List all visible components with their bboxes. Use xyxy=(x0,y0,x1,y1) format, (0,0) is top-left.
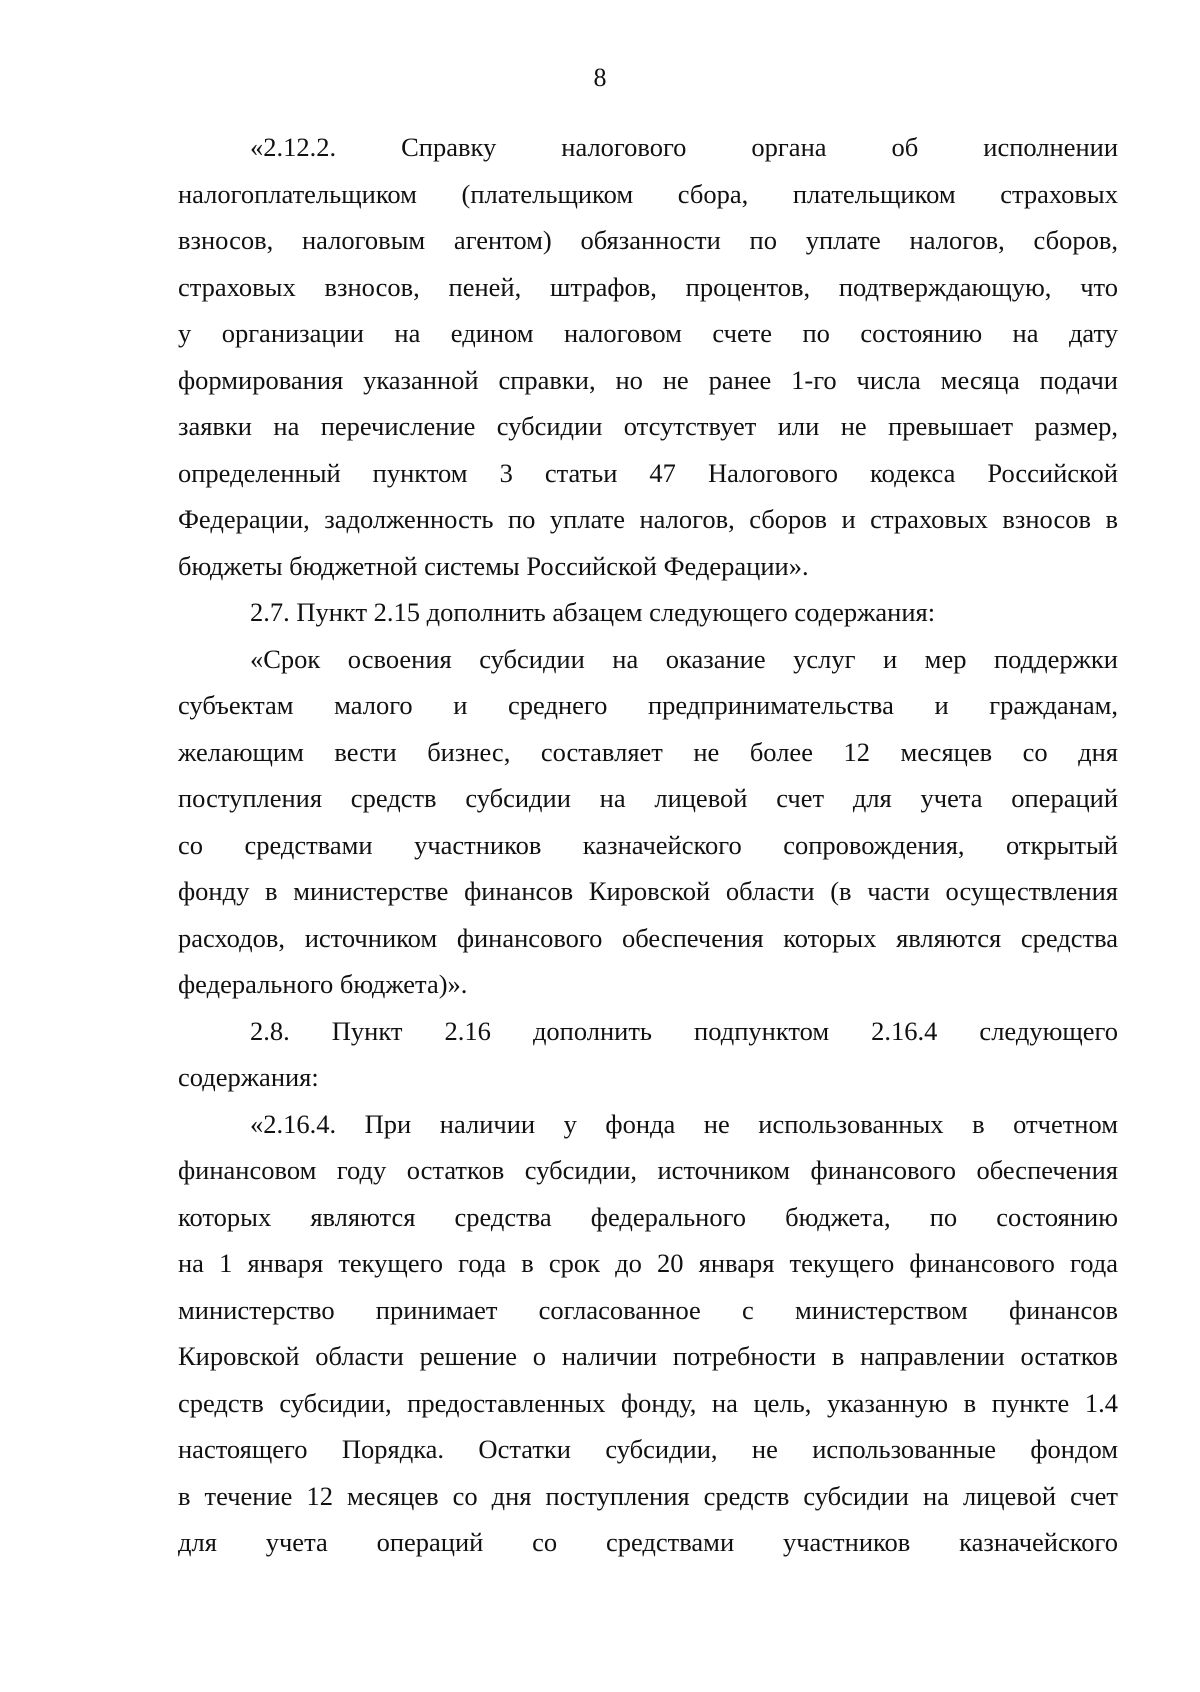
text-line: формирования указанной справки, но не ранее 1-го числа месяца подачи xyxy=(178,364,1118,395)
text-line: Федерации, задолженность по уплате налогов, сборов и страховых взносов в xyxy=(178,504,1118,534)
page-number: 8 xyxy=(593,63,607,92)
text-line: взносов, налоговым агентом) обязанности по уплате налогов, сборов, xyxy=(178,225,1118,255)
text-line: на 1 января текущего года в срок до 20 января текущего финансового года xyxy=(178,1248,1118,1278)
text-line: страховых взносов, пеней, штрафов, процентов, подтверждающую, что xyxy=(178,271,1118,302)
text-line: которых являются средства федерального бюджета, по состоянию xyxy=(178,1201,1118,1232)
document-body xyxy=(178,124,1118,1566)
text-line: Кировской области решение о наличии потребности в направлении остатков xyxy=(178,1341,1118,1371)
text-line: в течение 12 месяцев со дня поступления средств субсидии на лицевой счет xyxy=(178,1480,1118,1511)
text-line: 2.7. Пункт 2.15 дополнить абзацем следующего содержания: xyxy=(250,597,936,627)
text-line: субъектам малого и среднего предпринимательства и гражданам, xyxy=(178,690,1118,720)
text-line: у организации на едином налоговом счете по состоянию на дату xyxy=(178,318,1118,348)
text-line: желающим вести бизнес, составляет не более 12 месяцев со дня xyxy=(178,736,1118,767)
text-line: определенный пунктом 3 статьи 47 Налогового кодекса Российской xyxy=(178,457,1118,488)
text-line: «2.16.4. При наличии у фонда не использованных в отчетном xyxy=(250,1108,1118,1139)
text-line: для учета операций со средствами участников казначейского xyxy=(178,1527,1118,1557)
text-line: расходов, источником финансового обеспечения которых являются средства xyxy=(178,922,1118,953)
text-line: 2.8. Пункт 2.16 дополнить подпунктом 2.16.4 следующего xyxy=(250,1015,1118,1046)
text-line: министерство принимает согласованное с министерством финансов xyxy=(178,1294,1118,1325)
text-line: федерального бюджета)». xyxy=(178,969,468,999)
text-line: финансовом году остатков субсидии, источником финансового обеспечения xyxy=(178,1155,1118,1185)
text-line: содержания: xyxy=(178,1062,319,1092)
text-line: налогоплательщиком (плательщиком сбора, плательщиком страховых xyxy=(178,178,1118,209)
text-line: заявки на перечисление субсидии отсутствует или не превышает размер, xyxy=(178,411,1118,441)
text-line: «2.12.2. Справку налогового органа об исполнении xyxy=(250,132,1118,162)
text-line: средств субсидии, предоставленных фонду, на цель, указанную в пункте 1.4 xyxy=(178,1387,1118,1418)
text-line: «Срок освоения субсидии на оказание услуг и мер поддержки xyxy=(250,643,1118,674)
text-line: поступления средств субсидии на лицевой счет для учета операций xyxy=(178,783,1118,813)
text-line: фонду в министерстве финансов Кировской области (в части осуществления xyxy=(178,876,1118,906)
text-line: настоящего Порядка. Остатки субсидии, не использованные фондом xyxy=(178,1434,1118,1464)
text-line: бюджеты бюджетной системы Российской Федерации». xyxy=(178,550,809,581)
text-line: со средствами участников казначейского сопровождения, открытый xyxy=(178,829,1118,860)
